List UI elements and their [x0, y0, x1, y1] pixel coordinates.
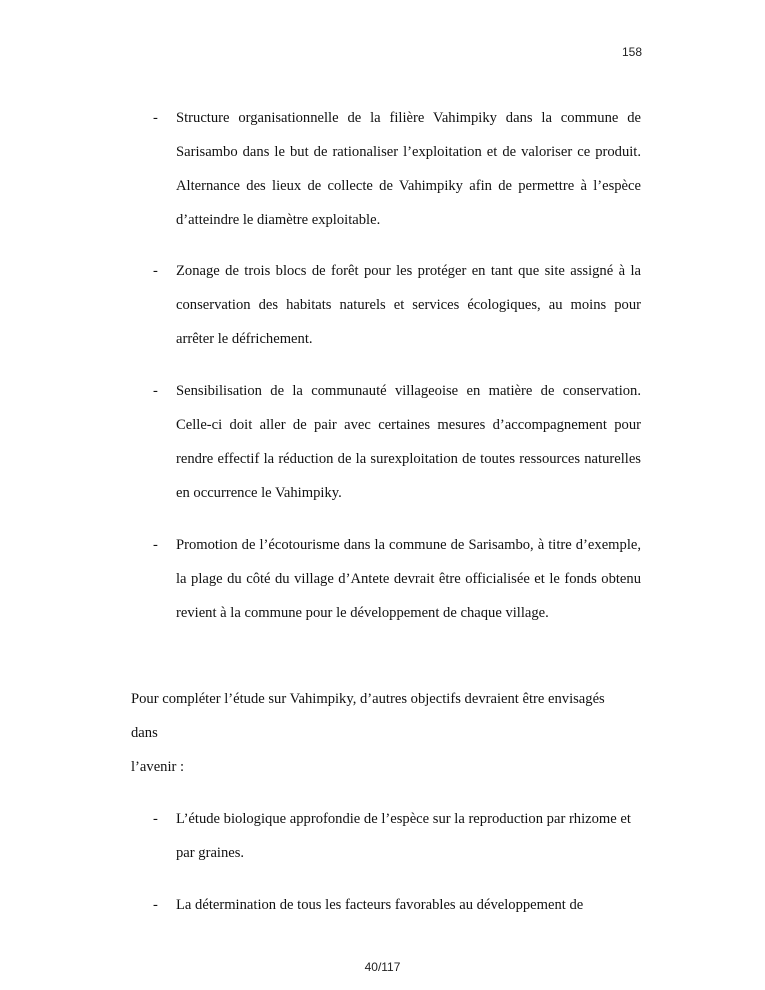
list-item [153, 528, 643, 630]
paragraph-line: Pour compléter l’étude sur Vahimpiky, d’autres objectifs devraient être envisagés [131, 691, 605, 707]
list-item [153, 101, 643, 237]
bullet-dash: - [153, 110, 158, 126]
bullet-dash: - [153, 537, 158, 553]
paragraph-line: dans [131, 725, 158, 741]
list-item [153, 254, 643, 356]
list-item-text: L’étude biologique approfondie de l’espèce sur la reproduction par rhizome et par graines. [176, 811, 631, 861]
bullet-dash: - [153, 383, 158, 399]
paragraph-line: l’avenir : [131, 759, 185, 775]
list-item [153, 802, 643, 870]
list-item-text: Promotion de l’écotourisme dans la commune de Sarisambo, à titre d’exemple, la plage du côté du village d’Antete devrait être officialisée et le fonds obtenu revient à la commune pour le développement de chaque village. [176, 537, 641, 621]
page-counter: 40/117 [364, 960, 401, 974]
list-item [153, 888, 643, 922]
page-number: 158 [621, 45, 642, 59]
list-item [153, 374, 643, 510]
bullet-dash: - [153, 897, 158, 913]
list-item-text: Sensibilisation de la communauté villageoise en matière de conservation. Celle-ci doit aller de pair avec certaines mesures d’accompagnement pour rendre effectif la réduction de la surexploitation de toutes ressources naturelles en occurrence le Vahimpiky. [176, 383, 641, 501]
bullet-dash: - [153, 263, 158, 279]
bullet-dash: - [153, 811, 158, 827]
list-item-text: La détermination de tous les facteurs favorables au développement de [176, 897, 584, 913]
list-item-text: Structure organisationnelle de la filière Vahimpiky dans la commune de Sarisambo dans le but de rationaliser l’exploitation et de valoriser ce produit. Alternance des lieux de collecte de Vahimpiky afin de permettre à l’espèce d’atteindre le diamètre exploitable. [176, 110, 641, 228]
paragraph [131, 682, 641, 784]
list-item-text: Zonage de trois blocs de forêt pour les protéger en tant que site assigné à la conservation des habitats naturels et services écologiques, au moins pour arrêter le défrichement. [176, 263, 641, 347]
